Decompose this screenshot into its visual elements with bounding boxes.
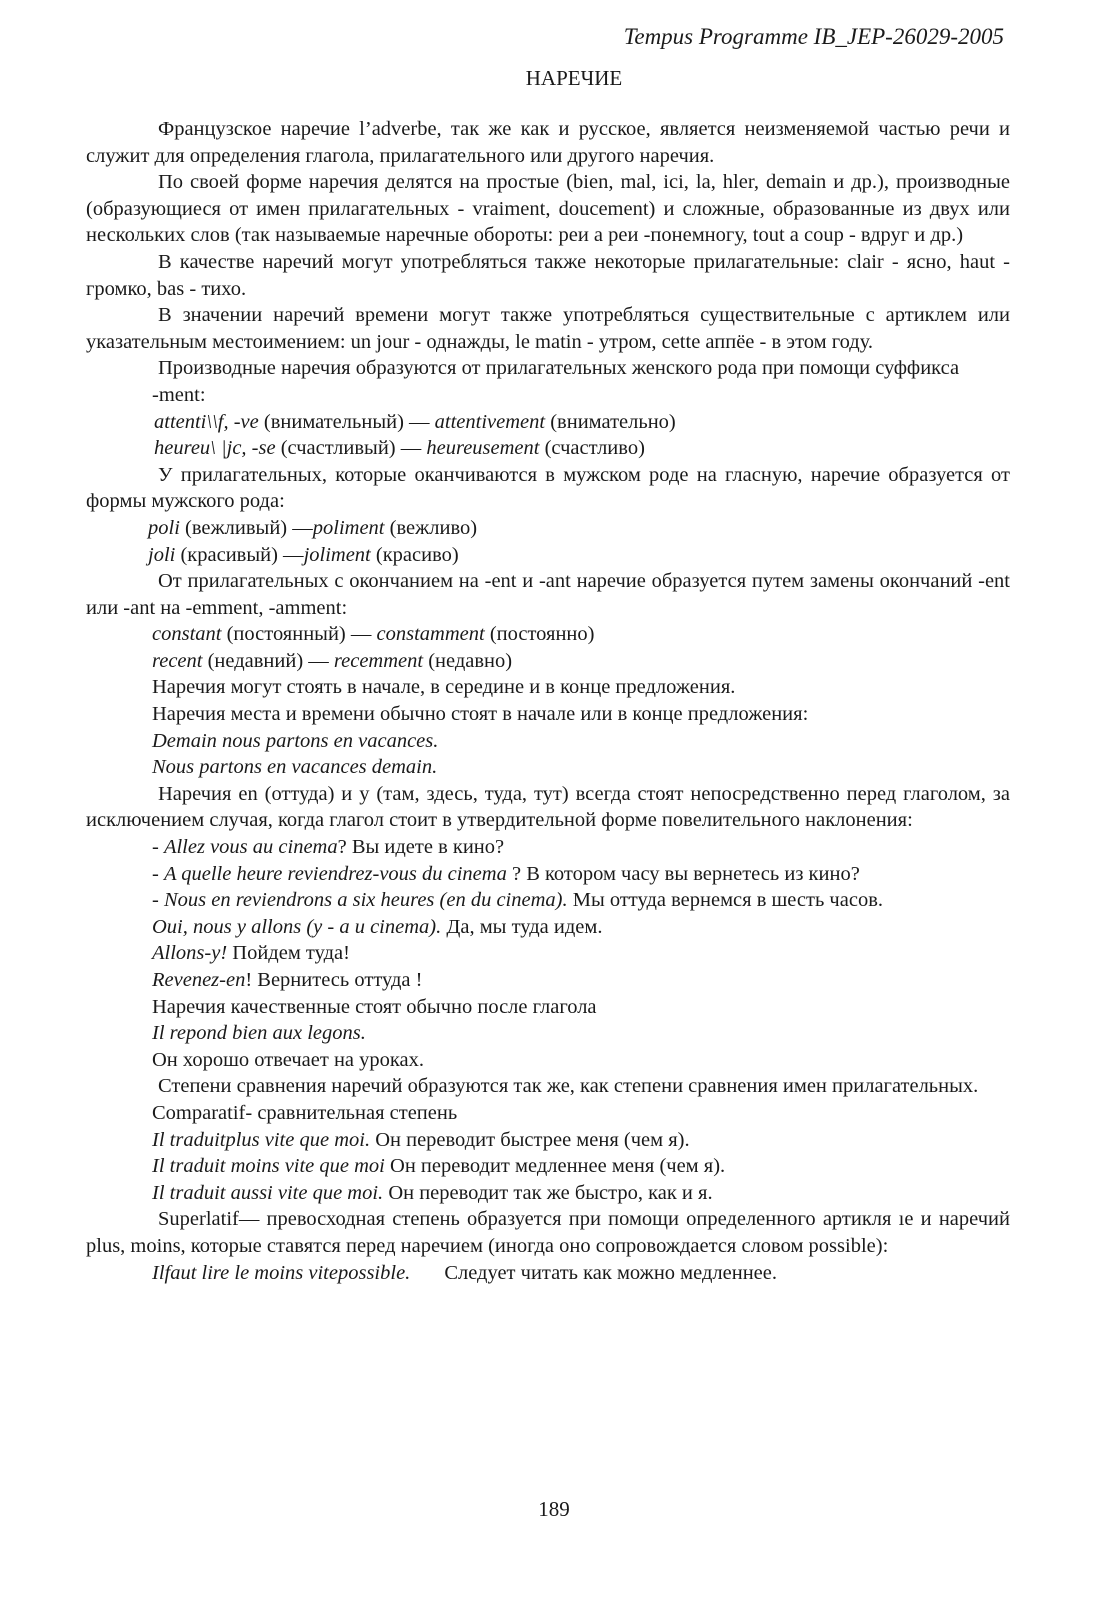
paragraph-adjectives: В качестве наречий могут употребляться также некоторые прилагательные: clair - ясно, haut - громко, bas - тихо. [86,250,1010,300]
example-french: attenti\\f, -ve [154,410,259,433]
example-translation: (постоянно) [484,623,595,646]
example-translation: (счастливый) — [275,437,427,460]
example-french: Ilfaut lire le moins vitepossible. [152,1261,411,1284]
example-adverb: heureusement [426,437,540,460]
paragraph-nouns: В значении наречий времени могут также употребляться существительные с артиклем или указательным местоимением: un jour - однажды, le matin - утром, cette аппёе - в этом году. [86,304,1010,353]
paragraph-derived: Производные наречия образуются от прилагательных женского рода при помощи суффикса [158,357,960,380]
example-line [86,648,1010,675]
example-sentence: Nous partons en vacances demain. [152,756,438,779]
paragraph-ent-ant: От прилагательных с окончанием на -ent и -ant наречие образуется путем замены окончаний -ent или -ant на -emment, -amment: [86,570,1010,619]
example-adverb: joliment [303,543,371,566]
paragraph-intro: Французское наречие l’adverbe, так же как и русское, является неизменяемой частью речи и служит для определения глагола, прилагательного или другого наречия. [86,118,1010,167]
dialogue-translation: Мы оттуда вернемся в шесть часов. [567,889,883,912]
comparatif-line [86,1100,1010,1127]
page-number: 189 [538,1497,570,1521]
example-french: Il traduit aussi vite que moi. [152,1181,384,1204]
example-french: Il traduitplus vite que moi. [152,1128,371,1151]
example-adverb: attentivement [434,410,546,433]
example-translation: (вежливый) — [179,516,313,539]
example-translation: (счастливо) [539,437,645,460]
dialogue-line [86,914,1010,941]
example-line [86,435,1010,462]
example-sentence: Il repond bien aux legons. [152,1022,366,1045]
paragraph-position: Наречия могут стоять в начале, в середине и в конце предложения. [152,676,736,699]
example-adverb: constamment [376,623,485,646]
example-french: heureu\ |jc, -se [154,437,276,460]
paragraph-vowel: У прилагательных, которые оканчиваются в мужском роде на гласную, наречие образуется от формы мужского рода: [86,463,1010,513]
example-french: joli [148,543,176,566]
dialogue-line [86,940,1010,967]
paragraph-en-y: Наречия en (оттуда) и у (там, здесь, туда, тут) всегда стоят непосредственно перед глаголом, за исключением случая, когда глагол стоит в утвердительной форме повелительного наклонения: [86,782,1010,832]
example-line [86,1153,1010,1180]
example-line [86,542,1010,569]
suffix-line: -ment: [152,383,206,406]
paragraph-degrees: Степени сравнения наречий образуются так же, как степени сравнения имен прилагательных. [158,1075,979,1098]
term-definition: — превосходная степень образуется при помощи определенного артикля ıe и наречий plus, moins, которые ставятся перед наречием (иногда оно сопровождается словом possible): [86,1208,1010,1257]
example-line [86,515,1010,542]
example-translation: (красиво) [370,543,459,566]
example-line [86,1260,1010,1287]
page-title: НАРЕЧИЕ [525,66,623,90]
example-translation: Он переводит быстрее меня (чем я). [370,1128,690,1151]
example-french: recent [152,649,203,672]
dialogue-french: A quelle heure reviendrez-vous du cinema [163,862,507,885]
example-translation: (постоянный) — [221,623,377,646]
paragraph-forms: По своей форме наречия делятся на простые (bien, mal, ici, la, hler, demain и др.), производные (образующиеся от имен прилагательных - vraiment, doucement) и сложные, образованные из двух или нескольких слов (так называемые наречные обороты: реи а реи -понемногу, tout a coup - вдруг и др.) [86,171,1010,247]
term-definition: - сравнительная степень [245,1101,458,1124]
dialogue-line [86,887,1010,914]
example-translation: (вежливо) [384,516,478,539]
example-translation: (внимательный) — [258,410,435,433]
dialogue-french: Oui, nous y allons (у - a u cinema). [152,915,442,938]
dialogue-french: Allez vous au cinema [163,836,338,859]
superlatif-paragraph [86,1206,1010,1259]
example-line [86,1127,1010,1154]
dialogue-dash: - [152,889,164,912]
example-translation: (недавний) — [202,649,334,672]
dialogue-translation: Пойдем туда! [227,942,350,965]
example-line [86,1180,1010,1207]
dialogue-dash: - [152,862,164,885]
dialogue-dash: - [152,836,164,859]
example-translation: Он хорошо отвечает на уроках. [152,1048,425,1071]
paragraph-place-time: Наречия места и времени обычно стоят в начале или в конце предложения: [152,703,809,726]
example-french: Il traduit moins vite que moi [152,1155,385,1178]
example-line [86,621,1010,648]
example-translation: (недавно) [423,649,513,672]
paragraph-quality: Наречия качественные стоят обычно после глагола [152,995,597,1018]
dialogue-line [86,834,1010,861]
dialogue-translation: ? В котором часу вы вернетесь из кино? [506,862,860,885]
example-french: poli [148,516,180,539]
example-line [86,409,1010,436]
dialogue-translation: ! Вернитесь оттуда ! [245,969,423,991]
dialogue-translation: Да, мы туда идем. [441,915,603,938]
running-header: Tempus Programme IB_JEP-26029-2005 [623,24,1004,49]
dialogue-translation: ? Вы идете в кино? [337,836,505,859]
example-sentence: Demain nous partons en vacances. [152,729,439,752]
term-comparatif: Comparatif [152,1101,246,1124]
dialogue-french: Revenez-en [152,969,246,991]
dialogue-line [86,861,1010,888]
term-superlatif: Superlatif [158,1208,239,1231]
example-adverb: recemment [333,649,424,672]
example-french: constant [152,623,222,646]
example-translation: (красивый) — [175,543,304,566]
example-translation: Следует читать как можно медленнее. [444,1261,778,1284]
example-translation: (внимательно) [545,410,676,433]
dialogue-french: Nous en reviendrons a six heures (en du cinema). [163,889,568,912]
dialogue-line [86,967,1010,994]
example-adverb: poliment [312,516,385,539]
example-translation: Он переводит так же быстро, как и я. [383,1181,713,1204]
dialogue-french: Allons-y! [152,942,228,965]
body-text [86,116,1010,1286]
example-translation: Он переводит медленнее меня (чем я). [384,1155,726,1178]
